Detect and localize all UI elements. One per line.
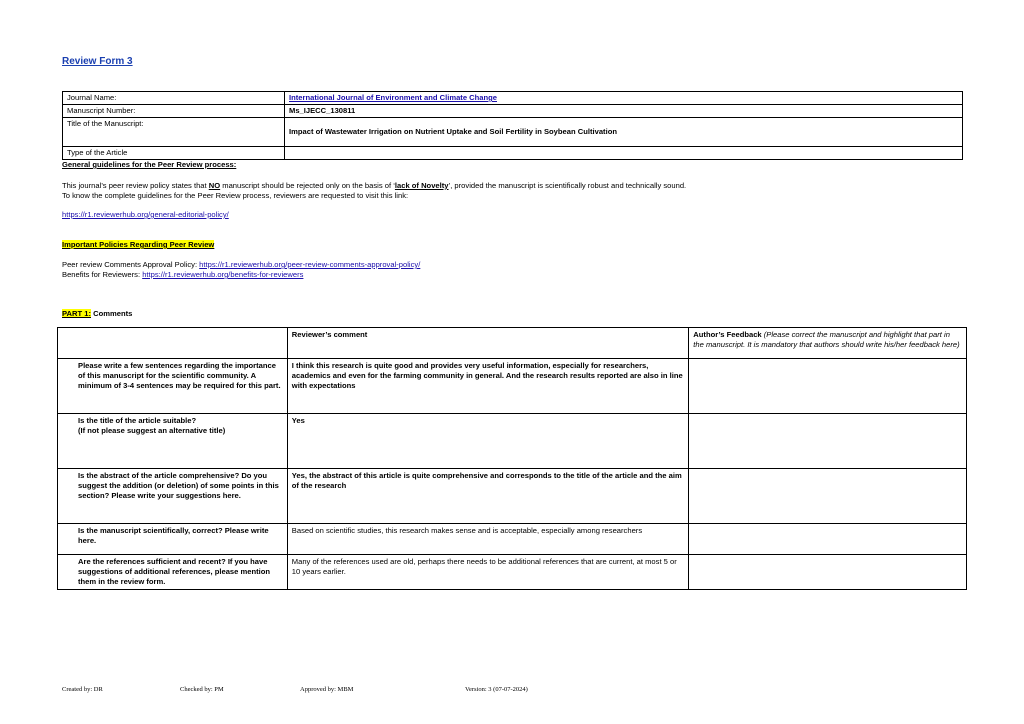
author-feedback-note: (Please correct the manuscript and highlight that part in the manuscript. It is mandatory that authors should write his/her feedback here) (693, 330, 960, 349)
author-feedback-abstract[interactable] (689, 469, 967, 524)
part1-title: Comments (90, 309, 133, 318)
manuscript-number-row (63, 104, 963, 117)
journal-row (63, 92, 963, 105)
table-row (58, 555, 967, 590)
table-row (58, 524, 967, 555)
footer-created: Created by: DR (62, 686, 103, 693)
journal-label: Journal Name: (63, 92, 285, 105)
policy-statement (62, 181, 686, 191)
benefits-link[interactable]: https://r1.reviewerhub.org/benefits-for-reviewers (142, 270, 304, 279)
comments-table (57, 327, 967, 590)
editorial-policy-link[interactable]: https://r1.reviewerhub.org/general-editorial-policy/ (62, 210, 229, 219)
manuscript-title-label: Title of the Manuscript: (63, 117, 285, 146)
visit-text: To know the complete guidelines for the Peer Review process, reviewers are requested to visit this link: (62, 191, 409, 200)
article-type-row (63, 146, 963, 159)
benefits-label: Benefits for Reviewers: (62, 270, 143, 279)
manuscript-title-row (63, 117, 963, 146)
header-author-feedback (689, 328, 967, 359)
reviewer-comment-references[interactable]: Many of the references used are old, perhaps there needs to be additional references that are current, at most 5 or 10 years earlier. (287, 555, 689, 590)
approval-policy-link[interactable]: https://r1.reviewerhub.org/peer-review-comments-approval-policy/ (199, 260, 421, 269)
reviewer-comment-title[interactable]: Yes (287, 414, 689, 469)
footer-approved: Approved by: MBM (300, 686, 354, 693)
footer-version: Version: 3 (07-07-2024) (465, 686, 528, 693)
reviewer-comment-importance[interactable]: I think this research is quite good and provides very useful information, especially for researchers, academics and even for the farming community in general. And the research results reported are also in line with expectations (287, 359, 689, 414)
guidelines-heading: General guidelines for the Peer Review process: (62, 160, 237, 169)
policy-pre: This journal’s peer review policy states that (62, 181, 209, 190)
author-feedback-scientific[interactable] (689, 524, 967, 555)
policy-mid: manuscript should be rejected only on the basis of ‘ (220, 181, 395, 190)
manuscript-info-table (62, 91, 963, 160)
policy-post: ’, provided the manuscript is scientifically robust and technically sound. (448, 181, 687, 190)
manuscript-number-label: Manuscript Number: (63, 104, 285, 117)
question-importance: Please write a few sentences regarding the importance of this manuscript for the scientific community. A minimum of 3-4 sentences may be required for this part. (58, 359, 288, 414)
footer-checked: Checked by: PM (180, 686, 224, 693)
question-abstract: Is the abstract of the article comprehensive? Do you suggest the addition (or deletion) of some points in this section? Please write your suggestions here. (58, 469, 288, 524)
question-title-suitable: Is the title of the article suitable? (If not please suggest an alternative title) (58, 414, 288, 469)
reviewer-comment-scientific[interactable]: Based on scientific studies, this research makes sense and is acceptable, especially among researchers (287, 524, 689, 555)
question-references: Are the references sufficient and recent? If you have suggestions of additional references, please mention them in the review form. (58, 555, 288, 590)
approval-label: Peer review Comments Approval Policy: (62, 260, 200, 269)
policy-novelty: lack of Novelty (394, 181, 449, 190)
approval-policy-line (62, 260, 420, 270)
author-feedback-references[interactable] (689, 555, 967, 590)
article-type-label: Type of the Article (63, 146, 285, 159)
author-feedback-importance[interactable] (689, 359, 967, 414)
table-row (58, 414, 967, 469)
article-type-value (285, 146, 963, 159)
benefits-line (62, 270, 303, 280)
important-policies-heading: Important Policies Regarding Peer Review (62, 240, 215, 249)
manuscript-title-value: Impact of Wastewater Irrigation on Nutrient Uptake and Soil Fertility in Soybean Cultivation (285, 117, 963, 146)
author-feedback-title-cell[interactable] (689, 414, 967, 469)
comments-header-row (58, 328, 967, 359)
question-scientific: Is the manuscript scientifically, correct? Please write here. (58, 524, 288, 555)
journal-link[interactable]: International Journal of Environment and Climate Change (289, 93, 498, 102)
header-reviewer-comment: Reviewer’s comment (287, 328, 689, 359)
reviewer-comment-abstract[interactable]: Yes, the abstract of this article is quite comprehensive and corresponds to the title of the article and the aim of the research (287, 469, 689, 524)
form-title: Review Form 3 (62, 56, 133, 67)
header-question-cell (58, 328, 288, 359)
journal-value[interactable] (285, 92, 963, 105)
table-row (58, 469, 967, 524)
table-row (58, 359, 967, 414)
part1-label: PART 1: (62, 309, 91, 318)
manuscript-number-value: Ms_IJECC_130811 (285, 104, 963, 117)
part1-heading (62, 309, 132, 319)
author-feedback-title: Author’s Feedback (693, 330, 762, 339)
policy-no: NO (208, 181, 221, 190)
